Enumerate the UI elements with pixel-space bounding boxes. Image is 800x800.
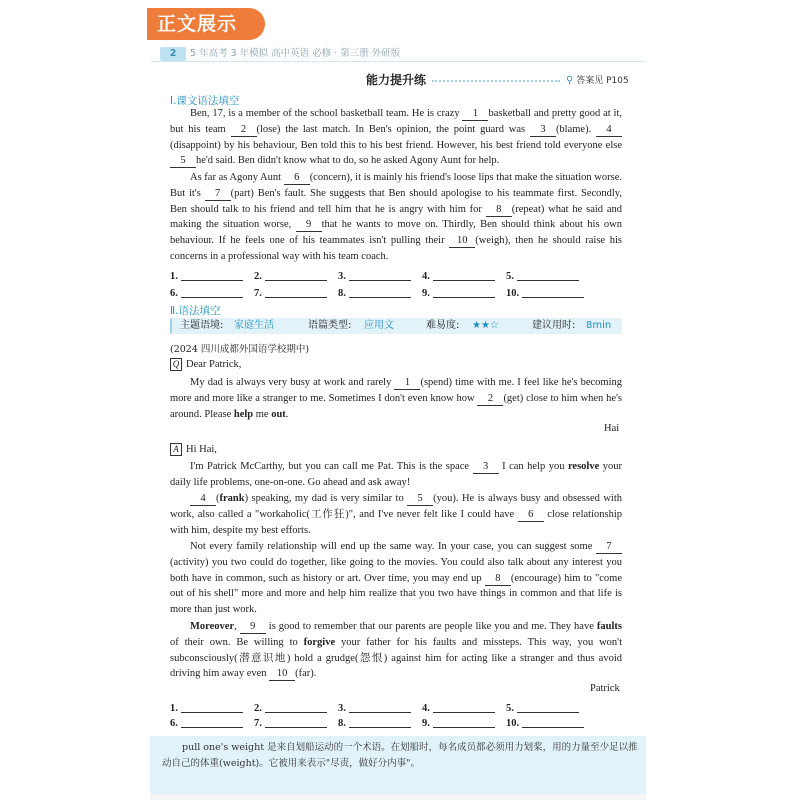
answer-line-10[interactable] — [522, 286, 584, 298]
time-value: 8min — [586, 320, 612, 331]
bold-word: Moreover — [190, 621, 235, 632]
blank-7[interactable]: 7 — [596, 541, 622, 554]
part2-answer-row-2 — [170, 716, 622, 730]
text: (you). He is always busy and obsessed with work, also called a "workaholic(工作狂)", and I've never felt like I could have — [170, 493, 622, 520]
answer-reference-text: 答案见 P105 — [576, 76, 629, 86]
text: (weigh), then he should raise his concerns in a professional way with his team coach. — [170, 235, 622, 262]
text: Ben, 17, is a member of the school basketball team. He is crazy — [190, 108, 463, 119]
text: (encourage) him to "come out of his shell" more and more and help him realize that you two have things in common and that life is more than just work. — [170, 572, 622, 616]
text: As far as Agony Aunt — [190, 172, 284, 183]
question-body — [170, 375, 622, 422]
answer-paragraph-1 — [170, 459, 622, 491]
text: close relationship with him, despite my best efforts. — [170, 508, 622, 536]
answer-label: 9. — [422, 718, 430, 729]
running-head-text: 5 年高考 3 年模拟 高中英语 必修 · 第三册 外研版 — [190, 48, 401, 59]
text: (blame). — [555, 123, 597, 135]
blank-10[interactable]: 10 — [449, 235, 475, 248]
text: I'm Patrick McCarthy, but you can call me Pat. This is the space — [190, 461, 473, 472]
source-note: (2024 四川成都外国语学校期中) — [170, 344, 310, 355]
answer-paragraph-3 — [170, 539, 622, 618]
answer-line-7[interactable] — [265, 286, 327, 298]
text: (part) Ben's fault. She suggests that Ben should apologise to his teammate first. Secondly, Ben should talk to his friend and tell him that he is angry with him for — [170, 187, 623, 215]
text: is good to remember that our parents are people like you and me. They have — [265, 621, 597, 632]
section-title: 能力提升练 — [366, 73, 427, 87]
answer-label: 8. — [338, 718, 346, 729]
answer-line-10[interactable] — [522, 716, 584, 728]
text: (activity) you two could do together, like going to the movies. You could also talk about any interest you both have in common, such as history or art. Over time, you may end up — [170, 556, 622, 584]
answer-greeting — [170, 442, 622, 458]
text: (spend) time with me. I feel like he's becoming more and more like a stranger to me. Sometimes I don't even know how — [170, 377, 622, 404]
answer-line-7[interactable] — [265, 716, 327, 728]
answer-line-5[interactable] — [517, 701, 579, 713]
answer-label: 8. — [338, 288, 346, 299]
difficulty-label: 难易度: — [426, 320, 460, 331]
genre-value: 应用文 — [364, 320, 394, 331]
text: I can help you — [498, 461, 568, 472]
blank-7[interactable]: 7 — [205, 188, 231, 201]
answer-label: 1. — [170, 271, 178, 282]
time-label: 建议用时: — [532, 320, 576, 331]
answer-line-3[interactable] — [349, 269, 411, 281]
answer-label: 10. — [506, 288, 520, 299]
blank-4[interactable]: 4 — [596, 124, 622, 137]
text: basketball and pretty good at it, but his team — [170, 108, 622, 135]
bottom-strip — [150, 794, 646, 800]
blank-8[interactable]: 8 — [485, 573, 511, 586]
answer-line-2[interactable] — [265, 269, 327, 281]
page-number: 2 — [160, 47, 186, 61]
answer-line-4[interactable] — [433, 701, 495, 713]
text: , — [234, 621, 240, 632]
answer-label: 4. — [422, 703, 430, 714]
section-tag: 正文展示 — [147, 8, 265, 40]
answer-line-9[interactable] — [433, 286, 495, 298]
footnote-text: pull one's weight 是来自划船运动的一个术语。在划船时，每名成员都必须用力划桨，用的力量至少足以推动自己的体重(weight)。它被用来表示"尽责，做好分内事"。 — [162, 742, 638, 769]
answer-label: 5. — [506, 703, 514, 714]
text: me — [253, 408, 272, 420]
answer-paragraph-4 — [170, 619, 622, 682]
bold-word: out — [271, 408, 286, 420]
bold-word: resolve — [567, 461, 600, 472]
text: (far). — [295, 668, 317, 680]
difficulty-stars: ★★☆ — [472, 320, 499, 331]
part1-heading-text: Ⅰ.课文语法填空 — [170, 95, 240, 107]
running-header — [150, 46, 646, 62]
title-dotted-line — [432, 80, 560, 82]
text: (concern), it is mainly his friend's loose lips that make the situation worse. But it's — [170, 172, 622, 199]
genre-label: 语篇类型: — [308, 320, 352, 331]
answer-label: 6. — [170, 718, 178, 729]
blank-2[interactable]: 2 — [231, 124, 257, 137]
blank-3[interactable]: 3 — [473, 461, 499, 474]
text: (get) close to him when he's around. Please — [170, 392, 623, 420]
text: (repeat) what he said and making the situation worse, — [170, 203, 622, 231]
question-greeting — [170, 357, 622, 373]
answer-label: 2. — [254, 271, 262, 282]
blank-6[interactable]: 6 — [284, 172, 310, 185]
answer-line-1[interactable] — [181, 269, 243, 281]
blank-9[interactable]: 9 — [296, 219, 322, 232]
answer-line-8[interactable] — [349, 716, 411, 728]
topic-label: 主题语境: — [180, 320, 224, 331]
answer-label: 2. — [254, 703, 262, 714]
part2-heading-text: Ⅱ.语法填空 — [170, 305, 221, 317]
answer-label: 3. — [338, 271, 346, 282]
blank-1[interactable]: 1 — [462, 108, 488, 121]
answer-paragraph-2 — [170, 491, 622, 538]
blank-1[interactable]: 1 — [394, 377, 420, 390]
blank-5[interactable]: 5 — [170, 155, 196, 168]
answer-line-4[interactable] — [433, 269, 495, 281]
blank-9[interactable]: 9 — [240, 621, 266, 634]
question-signature: Hai — [604, 423, 620, 434]
answer-label: 5. — [506, 271, 514, 282]
answer-line-5[interactable] — [517, 269, 579, 281]
blank-3[interactable]: 3 — [530, 124, 556, 137]
answer-line-9[interactable] — [433, 716, 495, 728]
part1-answer-row-2 — [170, 286, 622, 300]
text: . — [285, 408, 289, 420]
answer-label: 7. — [254, 288, 262, 299]
greeting-text: Dear Patrick, — [186, 359, 242, 370]
topic-value: 家庭生活 — [234, 320, 274, 331]
greeting-text: Hi Hai, — [186, 444, 217, 455]
info-bar — [170, 318, 622, 334]
blank-6[interactable]: 6 — [518, 509, 544, 522]
blank-5[interactable]: 5 — [407, 493, 433, 506]
text: of their own. Be willing to — [170, 636, 304, 648]
part1-paragraph-1 — [170, 106, 622, 169]
bold-word: frank — [219, 493, 245, 504]
text: ( — [216, 493, 220, 504]
text: that he wants to move on. Thirdly, Ben should think about his own behaviour. If he feels one of his teammates isn't pulling their — [170, 219, 622, 247]
answer-label: 1. — [170, 703, 178, 714]
part2-heading — [170, 303, 221, 318]
q-mark-icon: Q — [170, 358, 182, 371]
text: (disappoint) by his behaviour, Ben told this to his best friend. However, his best friend told everyone else — [170, 139, 622, 151]
blank-4[interactable]: 4 — [190, 493, 216, 506]
answer-label: 7. — [254, 718, 262, 729]
answer-label: 10. — [506, 718, 520, 729]
text: he'd said. Ben didn't know what to do, so he asked Agony Aunt for help. — [196, 155, 500, 167]
answer-line-6[interactable] — [181, 716, 243, 728]
part1-paragraph-2 — [170, 170, 622, 265]
header-rule — [150, 61, 646, 62]
answer-label: 9. — [422, 288, 430, 299]
answer-label: 6. — [170, 288, 178, 299]
text: (lose) the last match. In Ben's opinion, the point guard was — [256, 123, 530, 135]
bold-word: help — [233, 408, 254, 420]
text: Not every family relationship will end up the same way. In your case, you can suggest some — [190, 541, 596, 552]
search-icon: ⚲ — [566, 75, 574, 86]
blank-10[interactable]: 10 — [269, 668, 295, 681]
answer-line-2[interactable] — [265, 701, 327, 713]
answer-line-8[interactable] — [349, 286, 411, 298]
a-mark-icon: A — [170, 443, 182, 456]
blank-8[interactable]: 8 — [486, 204, 512, 217]
blank-2[interactable]: 2 — [477, 393, 503, 406]
answer-signature: Patrick — [590, 683, 620, 694]
part2-answer-row-1 — [170, 701, 622, 715]
bold-word: faults — [596, 621, 622, 632]
bold-word: forgive — [303, 636, 336, 648]
text: your father for his faults and missteps. This way, you won't subconsciously(潜意识地) hold a grudge(怨恨) against him for acting like a stranger and thus avoid driving him away even — [170, 636, 622, 680]
answer-line-6[interactable] — [181, 286, 243, 298]
answer-line-3[interactable] — [349, 701, 411, 713]
text: My dad is always very busy at work and rarely — [190, 377, 395, 388]
answer-label: 4. — [422, 271, 430, 282]
text: ) speaking, my dad is very similar to — [244, 493, 408, 504]
part1-answer-row-1 — [170, 269, 622, 283]
text: your daily life problems, one-on-one. Go ahead and ask away! — [170, 461, 622, 488]
answer-label: 3. — [338, 703, 346, 714]
answer-line-1[interactable] — [181, 701, 243, 713]
answer-reference — [566, 73, 629, 86]
